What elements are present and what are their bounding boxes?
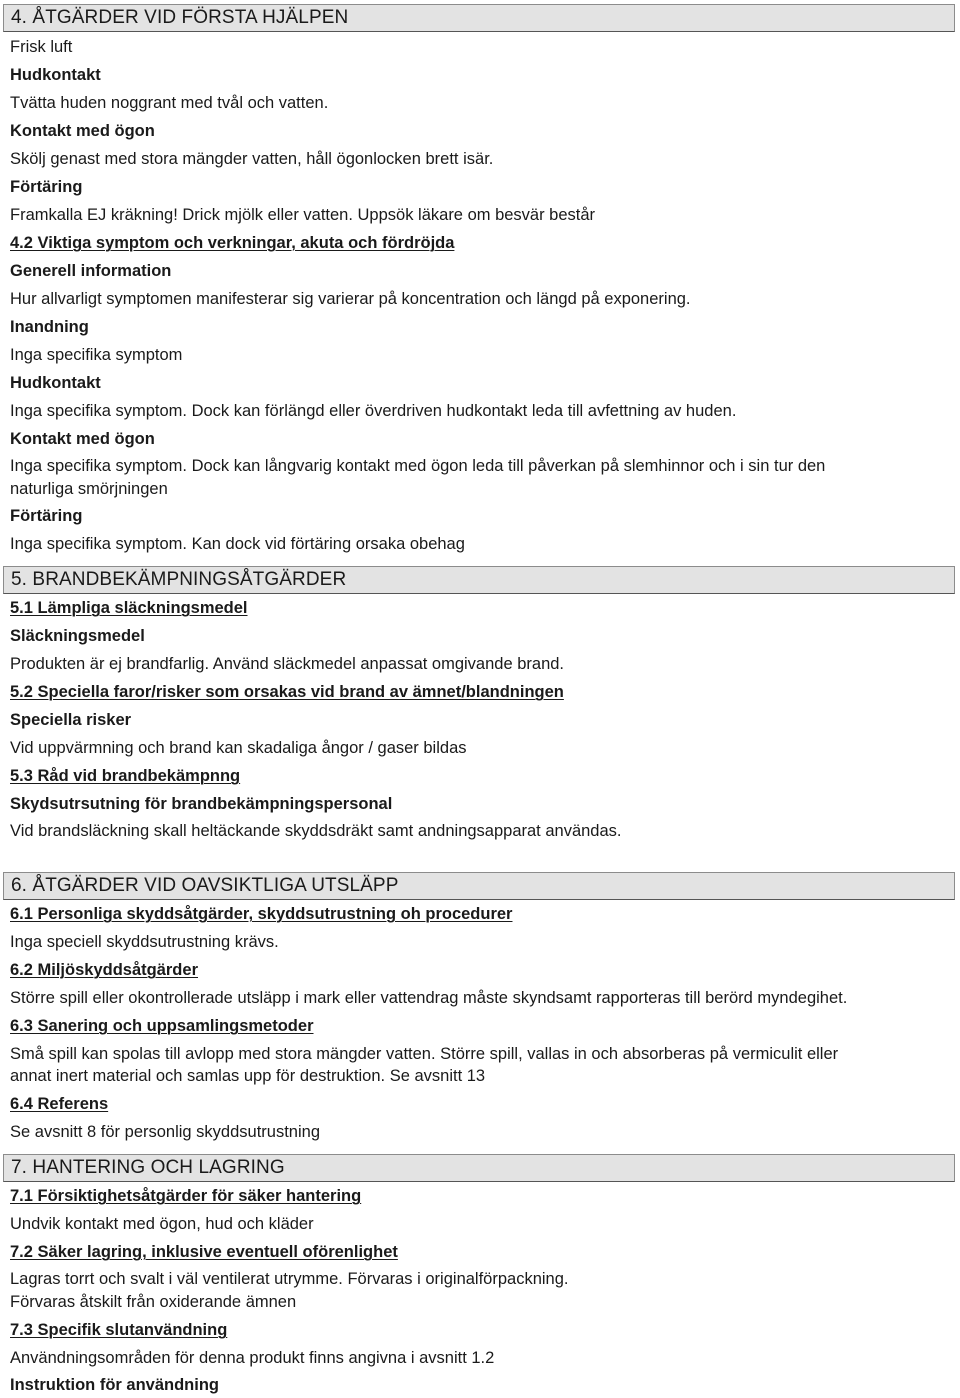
subsection-title-6-2: 6.2 Miljöskyddsåtgärder: [10, 961, 198, 979]
body-text: Större spill eller okontrollerade utsläpp i mark eller vattendrag måste skyndsamt rapporteras till berörd myndegihet.: [10, 989, 848, 1007]
body-text: Tvätta huden noggrant med tvål och vatten.: [10, 94, 329, 112]
subsection-title-7-1: 7.1 Försiktighetsåtgärder för säker hantering: [10, 1187, 362, 1205]
subsection-title-6-3: 6.3 Sanering och uppsamlingsmetoder: [10, 1017, 314, 1035]
body-text: Inga specifika symptom. Dock kan långvarig kontakt med ögon leda till påverkan på slemhinnor och i sin tur den: [10, 457, 826, 475]
subsection-title-5-1: 5.1 Lämpliga släckningsmedel: [10, 599, 248, 617]
body-text: Hur allvarligt symptomen manifesterar sig varierar på koncentration och längd på exponering.: [10, 290, 691, 308]
body-text: naturliga smörjningen: [10, 480, 168, 498]
subsection-title-4-2: 4.2 Viktiga symptom och verkningar, akuta och fördröjda: [10, 234, 455, 252]
subheading: Speciella risker: [10, 711, 132, 729]
subsection-title-5-2: 5.2 Speciella faror/risker som orsakas vid brand av ämnet/blandningen: [10, 683, 564, 701]
body-text: Inga specifika symptom. Kan dock vid förtäring orsaka obehag: [10, 535, 465, 553]
subsection-title-7-3: 7.3 Specifik slutanvändning: [10, 1321, 228, 1339]
body-text: Inga specifika symptom: [10, 346, 183, 364]
subheading: Skydsutrsutning för brandbekämpningspersonal: [10, 795, 393, 813]
section-6-header: 6. ÅTGÄRDER VID OAVSIKTLIGA UTSLÄPP: [3, 872, 955, 900]
subheading: Släckningsmedel: [10, 627, 145, 645]
subheading: Förtäring: [10, 507, 83, 525]
subsection-title-7-2: 7.2 Säker lagring, inklusive eventuell oförenlighet: [10, 1243, 398, 1261]
subheading: Kontakt med ögon: [10, 430, 155, 448]
body-text: Inga speciell skyddsutrustning krävs.: [10, 933, 279, 951]
subheading: Hudkontakt: [10, 66, 101, 84]
body-text: Små spill kan spolas till avlopp med stora mängder vatten. Större spill, vallas in och absorberas på vermiculit eller: [10, 1045, 839, 1063]
subheading: Instruktion för användning: [10, 1376, 219, 1394]
body-text: Inga specifika symptom. Dock kan förlängd eller överdriven hudkontakt leda till avfettning av huden.: [10, 402, 737, 420]
section-7-header: 7. HANTERING OCH LAGRING: [3, 1154, 955, 1182]
body-text: Undvik kontakt med ögon, hud och kläder: [10, 1215, 314, 1233]
subsection-title-6-4: 6.4 Referens: [10, 1095, 109, 1113]
body-text: Vid brandsläckning skall heltäckande skyddsdräkt samt andningsapparat användas.: [10, 822, 622, 840]
body-text: Förvaras åtskilt från oxiderande ämnen: [10, 1293, 297, 1311]
subheading: Kontakt med ögon: [10, 122, 155, 140]
subheading: Förtäring: [10, 178, 83, 196]
subsection-title-6-1: 6.1 Personliga skyddsåtgärder, skyddsutrustning oh procedurer: [10, 905, 513, 923]
body-text: Framkalla EJ kräkning! Drick mjölk eller vatten. Uppsök läkare om besvär består: [10, 206, 596, 224]
body-text: Frisk luft: [10, 38, 73, 56]
body-text: annat inert material och samlas upp för destruktion. Se avsnitt 13: [10, 1067, 486, 1085]
body-text: Se avsnitt 8 för personlig skyddsutrustning: [10, 1123, 320, 1141]
subsection-title-5-3: 5.3 Råd vid brandbekämpnng: [10, 767, 241, 785]
body-text: Lagras torrt och svalt i väl ventilerat utrymme. Förvaras i originalförpackning.: [10, 1270, 569, 1288]
body-text: Skölj genast med stora mängder vatten, håll ögonlocken brett isär.: [10, 150, 494, 168]
body-text: Användningsområden för denna produkt finns angivna i avsnitt 1.2: [10, 1349, 495, 1367]
subheading: Hudkontakt: [10, 374, 101, 392]
section-4-header: 4. ÅTGÄRDER VID FÖRSTA HJÄLPEN: [3, 4, 955, 32]
body-text: Produkten är ej brandfarlig. Använd släckmedel anpassat omgivande brand.: [10, 655, 565, 673]
subheading: Generell information: [10, 262, 172, 280]
body-text: Vid uppvärmning och brand kan skadaliga ångor / gaser bildas: [10, 739, 467, 757]
section-5-header: 5. BRANDBEKÄMPNINGSÅTGÄRDER: [3, 566, 955, 594]
subheading: Inandning: [10, 318, 89, 336]
